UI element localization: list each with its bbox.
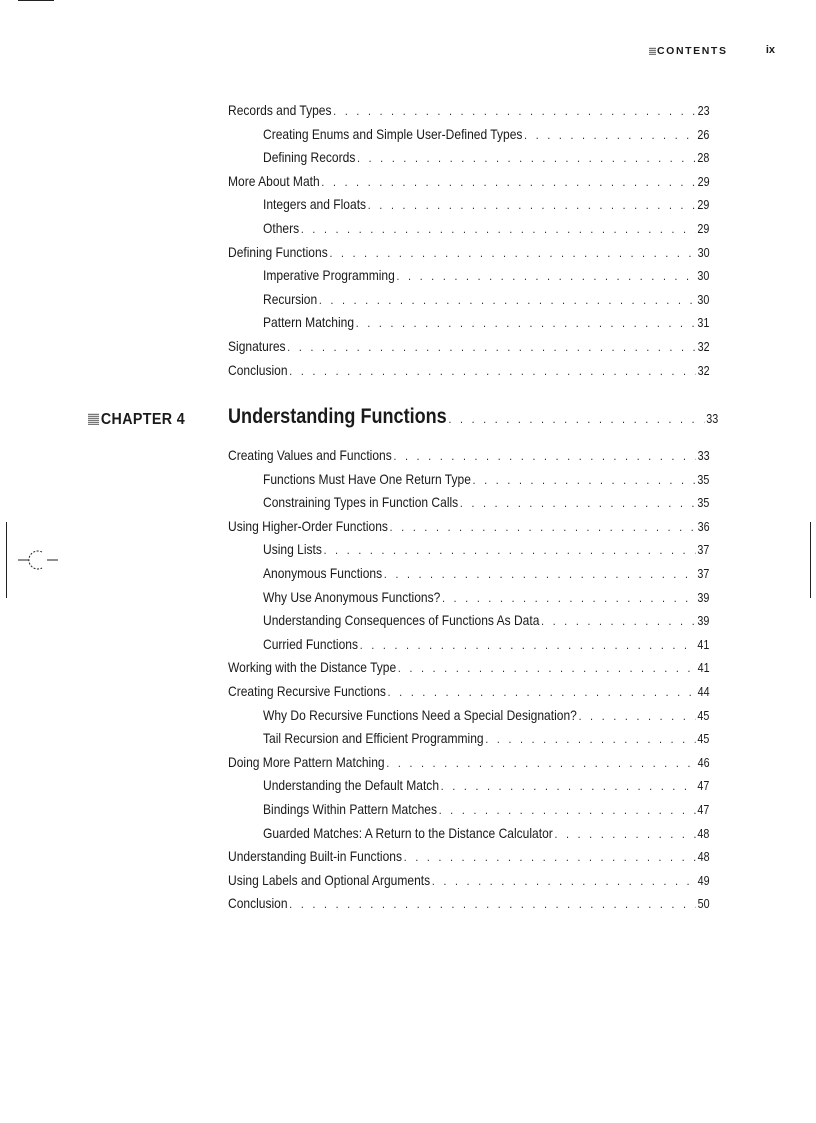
toc-entry[interactable] — [228, 446, 710, 464]
toc-entry-title: Records and Types — [228, 102, 332, 118]
toc-entry-page: 41 — [697, 661, 710, 676]
toc-entry-page: 50 — [697, 897, 710, 912]
toc-entry-page: 48 — [697, 826, 710, 841]
toc-entry-page: 39 — [697, 614, 710, 629]
toc-entry-title: Others — [263, 220, 300, 236]
toc-subentry[interactable] — [263, 266, 709, 284]
toc-subentry[interactable] — [263, 564, 709, 582]
dot-leader — [541, 612, 696, 630]
toc-entry[interactable] — [228, 682, 710, 700]
toc-entry-title: Conclusion — [228, 361, 288, 378]
toc-entry-title: Why Do Recursive Functions Need a Special Designation? — [263, 706, 577, 723]
toc-entry-title: Defining Records — [263, 149, 356, 166]
toc-entry-page: 49 — [697, 873, 710, 888]
toc-entry-page: 29 — [697, 222, 710, 236]
toc-entry-title: More About Math — [228, 172, 320, 189]
toc-subentry[interactable] — [263, 540, 709, 558]
toc-entry-page: 28 — [697, 151, 710, 166]
toc-subentry[interactable] — [263, 219, 709, 237]
dot-leader — [356, 314, 696, 332]
toc-entry[interactable] — [228, 101, 710, 119]
dot-leader — [397, 267, 696, 285]
chapter-page-number: 33 — [706, 412, 719, 426]
registration-mark-icon — [18, 548, 58, 572]
dot-leader — [329, 244, 695, 262]
dot-leader — [357, 149, 696, 167]
dot-leader — [524, 126, 696, 144]
toc-entry-title: Curried Functions — [263, 635, 359, 652]
toc-entry-page: 23 — [697, 104, 710, 118]
toc-subentry[interactable] — [263, 195, 709, 213]
dot-leader — [368, 196, 696, 214]
dot-leader — [287, 338, 696, 356]
toc-entry-page: 33 — [697, 449, 710, 463]
toc-entry-title: Signatures — [228, 338, 286, 354]
toc-entry-title: Understanding Built-in Functions — [228, 848, 403, 865]
toc-entry-page: 35 — [697, 472, 710, 487]
dot-leader — [448, 412, 704, 426]
toc-entry-title: Imperative Programming — [263, 267, 395, 284]
dot-leader — [333, 102, 696, 120]
dot-leader — [390, 518, 696, 536]
toc-entry-title: Doing More Pattern Matching — [228, 753, 385, 770]
dot-leader — [485, 730, 695, 748]
toc-entry-title: Using Labels and Optional Arguments — [228, 871, 431, 888]
toc-subentry[interactable] — [263, 313, 709, 331]
toc-entry-page: 48 — [697, 850, 710, 865]
toc-entry[interactable] — [228, 847, 710, 865]
toc-entry-title: Using Higher-Order Functions — [228, 517, 388, 534]
toc-entry-title: Conclusion — [228, 895, 288, 912]
toc-entry-page: 39 — [697, 590, 710, 605]
toc-entry-page: 44 — [697, 685, 710, 699]
toc-entry-page: 47 — [697, 803, 710, 817]
chapter-label: CHAPTER 4 — [88, 411, 185, 429]
dot-leader — [432, 872, 696, 890]
toc-entry[interactable] — [228, 337, 710, 355]
toc-entry-title: Working with the Distance Type — [228, 659, 397, 676]
toc-subentry[interactable] — [263, 290, 709, 308]
toc-entry-page: 26 — [697, 127, 710, 142]
toc-subentry[interactable] — [263, 588, 709, 606]
toc-entry-title: Creating Values and Functions — [228, 447, 392, 463]
toc-subentry[interactable] — [263, 706, 709, 724]
toc-entry-page: 37 — [697, 543, 710, 558]
running-head — [560, 44, 775, 60]
toc-entry-title: Pattern Matching — [263, 314, 355, 331]
toc-entry[interactable] — [228, 871, 710, 889]
crop-mark-top — [18, 0, 54, 1]
dot-leader — [404, 848, 696, 866]
toc-subentry[interactable] — [263, 470, 709, 488]
dot-leader — [384, 565, 696, 583]
toc-entry-page: 45 — [697, 732, 710, 747]
toc-entry[interactable] — [228, 243, 710, 261]
dot-leader — [441, 777, 696, 795]
toc-entry-page: 30 — [697, 245, 710, 260]
toc-entry[interactable] — [228, 894, 710, 912]
toc-entry[interactable] — [228, 517, 710, 535]
dot-leader — [388, 683, 696, 701]
toc-entry-title: Defining Functions — [228, 243, 328, 260]
toc-entry[interactable] — [228, 658, 710, 676]
toc-entry-title: Functions Must Have One Return Type — [263, 470, 471, 487]
dot-leader — [473, 471, 696, 489]
toc-entry-page: 29 — [697, 198, 710, 213]
registration-line-left — [6, 522, 7, 598]
dot-leader — [289, 895, 696, 913]
toc-entry-page: 31 — [697, 316, 710, 331]
toc-subentry[interactable] — [263, 611, 709, 629]
chapter-marker-icon — [88, 413, 99, 425]
toc-subentry[interactable] — [263, 729, 709, 747]
toc-subentry[interactable] — [263, 800, 709, 818]
toc-entry-title: Guarded Matches: A Return to the Distance Calculator — [263, 824, 553, 841]
toc-entry-page: 36 — [697, 519, 710, 534]
toc-entry-title: Why Use Anonymous Functions? — [263, 588, 441, 605]
toc-entry-title: Understanding Consequences of Functions As Data — [263, 612, 540, 629]
running-head-section: CONTENTS — [657, 45, 728, 57]
dot-leader — [321, 173, 696, 191]
registration-line-right — [810, 522, 811, 598]
toc-entry-title: Using Lists — [263, 541, 322, 558]
chapter-heading — [88, 405, 728, 435]
toc-entry-title: Integers and Floats — [263, 196, 367, 213]
toc-entry-page: 37 — [697, 567, 710, 581]
toc-entry-title: Recursion — [263, 290, 318, 307]
dot-leader — [324, 541, 696, 559]
toc-entry-title: Creating Recursive Functions — [228, 683, 386, 699]
page-number: ix — [765, 44, 775, 56]
toc-entry-page: 30 — [697, 269, 710, 284]
chapter-title-entry[interactable] — [228, 405, 718, 435]
dot-leader — [319, 291, 696, 309]
toc-subentry[interactable] — [263, 493, 709, 511]
toc-entry-title: Understanding the Default Match — [263, 777, 440, 794]
toc-entry-page: 46 — [697, 755, 710, 770]
dot-leader — [555, 825, 696, 843]
dot-leader — [360, 636, 696, 654]
toc-entry-page: 41 — [697, 637, 710, 652]
dot-leader — [398, 659, 696, 677]
contents-marker-icon — [649, 47, 656, 55]
toc-subentry[interactable] — [263, 635, 709, 653]
toc-entry-title: Tail Recursion and Efficient Programming — [263, 730, 484, 747]
toc-entry-page: 30 — [697, 292, 710, 307]
toc-entry[interactable] — [228, 172, 710, 190]
dot-leader — [442, 589, 696, 607]
dot-leader — [579, 707, 696, 725]
dot-leader — [301, 220, 696, 238]
toc-entry[interactable] — [228, 753, 710, 771]
toc-subentry[interactable] — [263, 148, 709, 166]
dot-leader — [460, 494, 696, 512]
toc-entry-page: 32 — [697, 363, 710, 378]
toc-subentry[interactable] — [263, 824, 709, 842]
dot-leader — [289, 362, 696, 380]
toc-subentry[interactable] — [263, 776, 709, 794]
toc-entry-title: Creating Enums and Simple User-Defined Types — [263, 125, 523, 142]
toc-entry-title: Constraining Types in Function Calls — [263, 494, 459, 511]
toc-entry-page: 29 — [697, 174, 710, 189]
dot-leader — [393, 447, 695, 465]
toc-entry-page: 32 — [697, 340, 710, 354]
toc-subentry[interactable] — [263, 125, 709, 143]
chapter-title: Understanding Functions — [228, 405, 447, 428]
toc-entry-page: 47 — [697, 779, 710, 794]
toc-entry-page: 45 — [697, 708, 710, 723]
toc-entry-page: 35 — [697, 496, 710, 511]
dot-leader — [386, 754, 696, 772]
dot-leader — [439, 801, 696, 819]
toc-entry-title: Bindings Within Pattern Matches — [263, 801, 438, 817]
toc-entry-title: Anonymous Functions — [263, 565, 383, 581]
toc-entry[interactable] — [228, 361, 710, 379]
